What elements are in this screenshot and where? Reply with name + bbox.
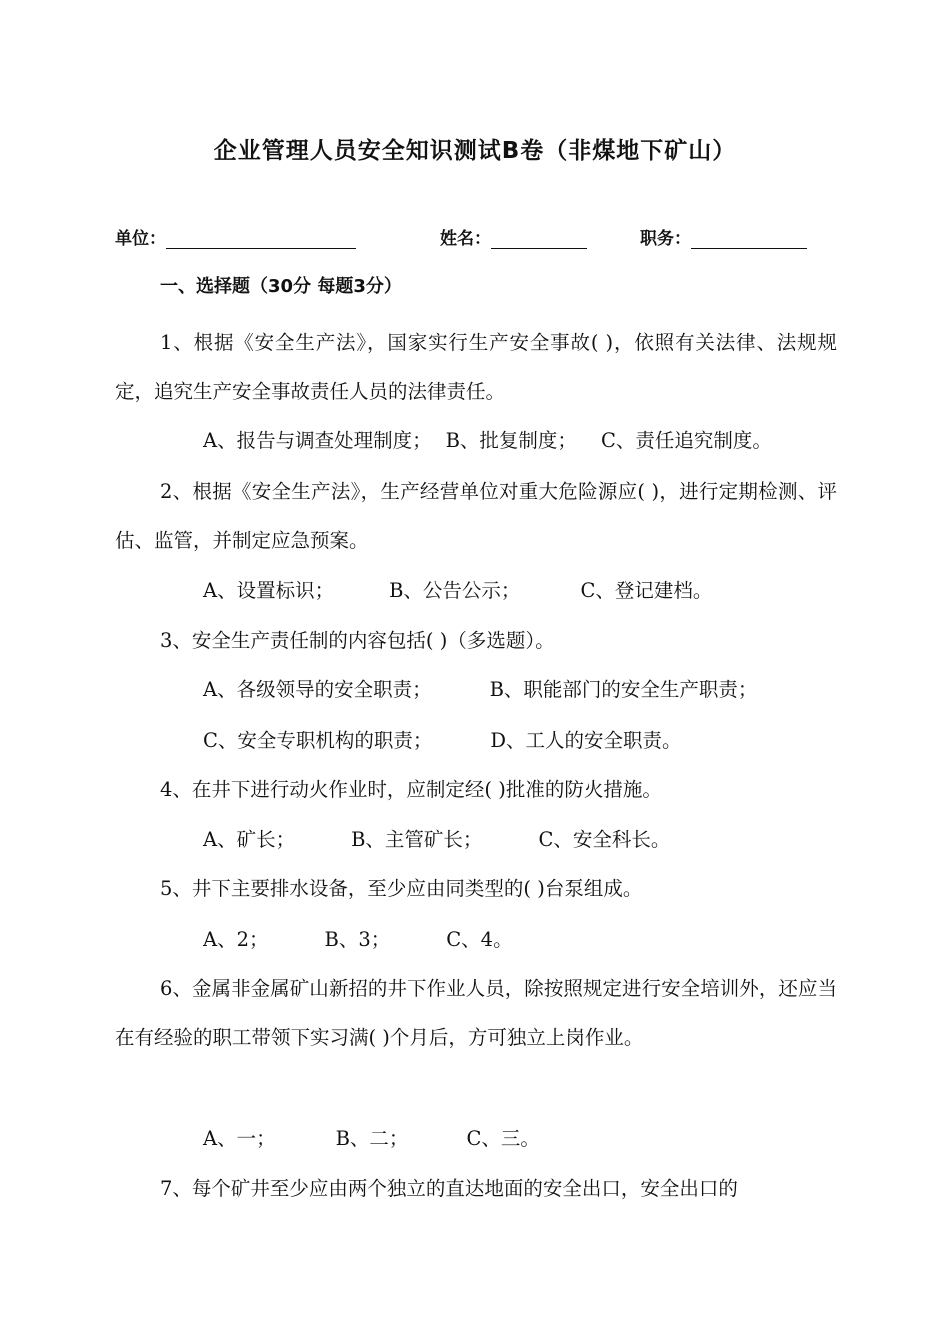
question-1-options [203, 426, 772, 456]
option[interactable]: A、2； [203, 928, 269, 951]
option[interactable]: A、设置标识； [203, 579, 335, 602]
page-title: 企业管理人员安全知识测试B卷（非煤地下矿山） [213, 138, 737, 164]
question-3-options-row1 [203, 675, 757, 705]
position-blank-line[interactable] [691, 230, 807, 249]
option[interactable]: B、3； [324, 928, 391, 951]
option[interactable]: A、各级领导的安全职责； [203, 678, 432, 701]
name-label: 姓名： [440, 229, 491, 249]
name-blank-line[interactable] [491, 230, 587, 249]
option[interactable]: B、公告公示； [389, 579, 521, 602]
option[interactable]: C、安全科长。 [538, 828, 671, 851]
option[interactable]: C、责任追究制度。 [600, 429, 772, 452]
unit-label: 单位： [115, 229, 166, 249]
question-2-options [203, 576, 712, 606]
option[interactable]: C、登记建档。 [580, 579, 713, 602]
option[interactable]: C、4。 [446, 928, 513, 951]
option[interactable]: D、工人的安全职责。 [490, 729, 682, 752]
question-6: 6、金属非金属矿山新招的井下作业人员，除按照规定进行安全培训外，还应当在有经验的职工带领下实习满( )个月后，方可独立上岗作业。 [115, 977, 837, 1049]
option[interactable]: B、二； [335, 1127, 409, 1150]
header-fields [115, 224, 855, 254]
question-6-options [203, 1124, 540, 1154]
question-5-options [203, 925, 513, 955]
option[interactable]: A、一； [203, 1127, 276, 1150]
position-field[interactable] [640, 224, 807, 249]
unit-blank-line[interactable] [166, 230, 356, 249]
question-5: 5、井下主要排水设备，至少应由同类型的( )台泵组成。 [160, 877, 643, 900]
option[interactable]: C、三。 [466, 1127, 540, 1150]
question-7: 7、每个矿井至少应由两个独立的直达地面的安全出口，安全出口的 [160, 1177, 738, 1200]
option[interactable]: A、报告与调查处理制度； [203, 429, 432, 452]
question-3-options-row2 [203, 726, 682, 756]
section-title: 一、选择题（30分 每题3分） [160, 276, 402, 297]
question-3: 3、安全生产责任制的内容包括( )（多选题）。 [160, 629, 555, 652]
option[interactable]: A、矿长； [203, 828, 296, 851]
option[interactable]: B、批复制度； [445, 429, 577, 452]
position-label: 职务： [640, 229, 691, 249]
name-field[interactable] [440, 224, 587, 249]
option[interactable]: B、职能部门的安全生产职责； [489, 678, 758, 701]
unit-field[interactable] [115, 224, 356, 249]
question-4-options [203, 825, 670, 855]
option[interactable]: C、安全专职机构的职责； [203, 729, 433, 752]
question-2: 2、根据《安全生产法》，生产经营单位对重大危险源应( )，进行定期检测、评估、监管，并制定应急预案。 [115, 480, 837, 552]
option[interactable]: B、主管矿长； [351, 828, 483, 851]
question-1: 1、根据《安全生产法》，国家实行生产安全事故( )，依照有关法律、法规规定，追究生产安全事故责任人员的法律责任。 [115, 331, 837, 403]
question-4: 4、在井下进行动火作业时，应制定经( )批准的防火措施。 [160, 778, 662, 801]
